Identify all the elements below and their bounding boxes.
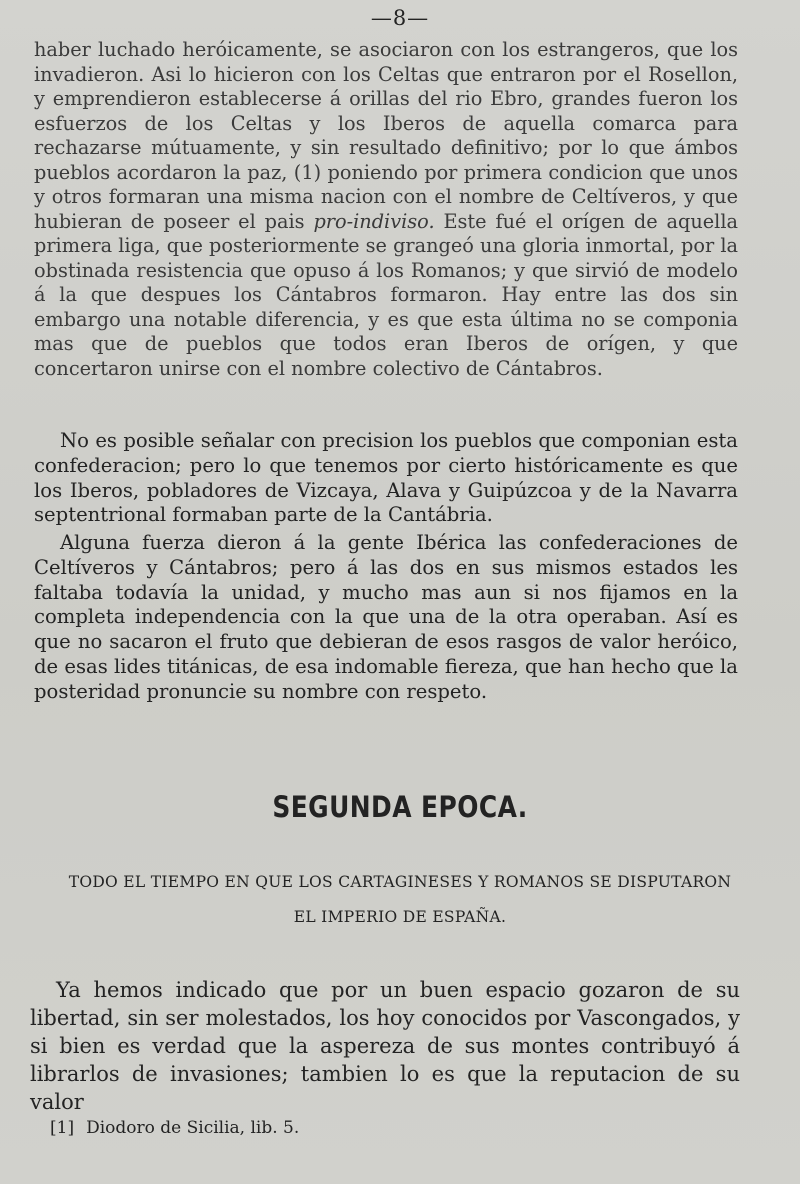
subtitle-line-2: EL IMPERIO DE ESPAÑA. — [293, 908, 507, 926]
page-number: —8— — [370, 6, 430, 30]
paragraph-1-text-b: Este fué el orígen de aquella primera liga, que posteriormente se grangeó una gloria inmortal, por la obstinada resistencia que opuso á los Romanos; y que sirvió de modelo á la que despues los Cántabros formaron. Hay entre las dos sin embargo una notable diferencia, y es que esta última no se componia mas que de pueblos que todos eran Iberos de orígen, y que concertaron unirse con el nombre colectivo de Cántabros. — [34, 209, 738, 380]
footnote-mark: [1] — [50, 1118, 75, 1138]
section-subtitle — [0, 865, 800, 935]
section-title: SEGUNDA EPOCA. — [272, 790, 528, 824]
paragraph-1 — [34, 38, 738, 381]
paragraph-3: Alguna fuerza dieron á la gente Ibérica las confederaciones de Celtíveros y Cántabros; pero á las dos en sus mismos estados les faltaba todavía la unidad, y mucho mas aun si nos fijamos en la completa independencia con la que una de la otra operaban. Así es que no sacaron el fruto que debieran de esos rasgos de valor heróico, de esas lides titánicas, de esa indomable fiereza, que han hecho que la posteridad pronuncie su nombre con respeto. — [34, 531, 738, 703]
paragraph-4: Ya hemos indicado que por un buen espacio gozaron de su libertad, sin ser molestados, los hoy conocidos por Vascongados, y si bien es verdad que la aspereza de sus montes contribuyó á librarlos de invasiones; tambien lo es que la reputacion de su valor — [30, 978, 740, 1114]
paragraph-1-text-a: haber luchado heróicamente, se asociaron con los estrangeros, que los invadieron. Asi lo hicieron con los Celtas que entraron por el Rosellon, y emprendieron establecerse á orillas del rio Ebro, grandes fueron los esfuerzos de los Celtas y los Iberos de aquella comarca para rechazarse mútuamente, y sin resultado definitivo; por lo que ámbos pueblos acordaron la paz, (1) poniendo por primera condicion que unos y otros formaran una misma nacion con el nombre de Celtíveros, y que hubieran de poseer el pais — [34, 38, 738, 233]
footnote-text: Diodoro de Sicilia, lib. 5. — [86, 1118, 300, 1138]
paragraph-1-italic: pro-indiviso. — [313, 209, 435, 233]
paragraph-2: No es posible señalar con precision los pueblos que componian esta confederacion; pero lo que tenemos por cierto históricamente es que los Iberos, pobladores de Vizcaya, Alava y Guipúzcoa y de la Navarra septentrional formaban parte de la Cantábria. — [34, 429, 738, 527]
subtitle-line-1: TODO EL TIEMPO EN QUE LOS CARTAGINESES Y ROMANOS SE DISPUTARON — [68, 873, 732, 891]
footnote — [50, 1118, 299, 1138]
